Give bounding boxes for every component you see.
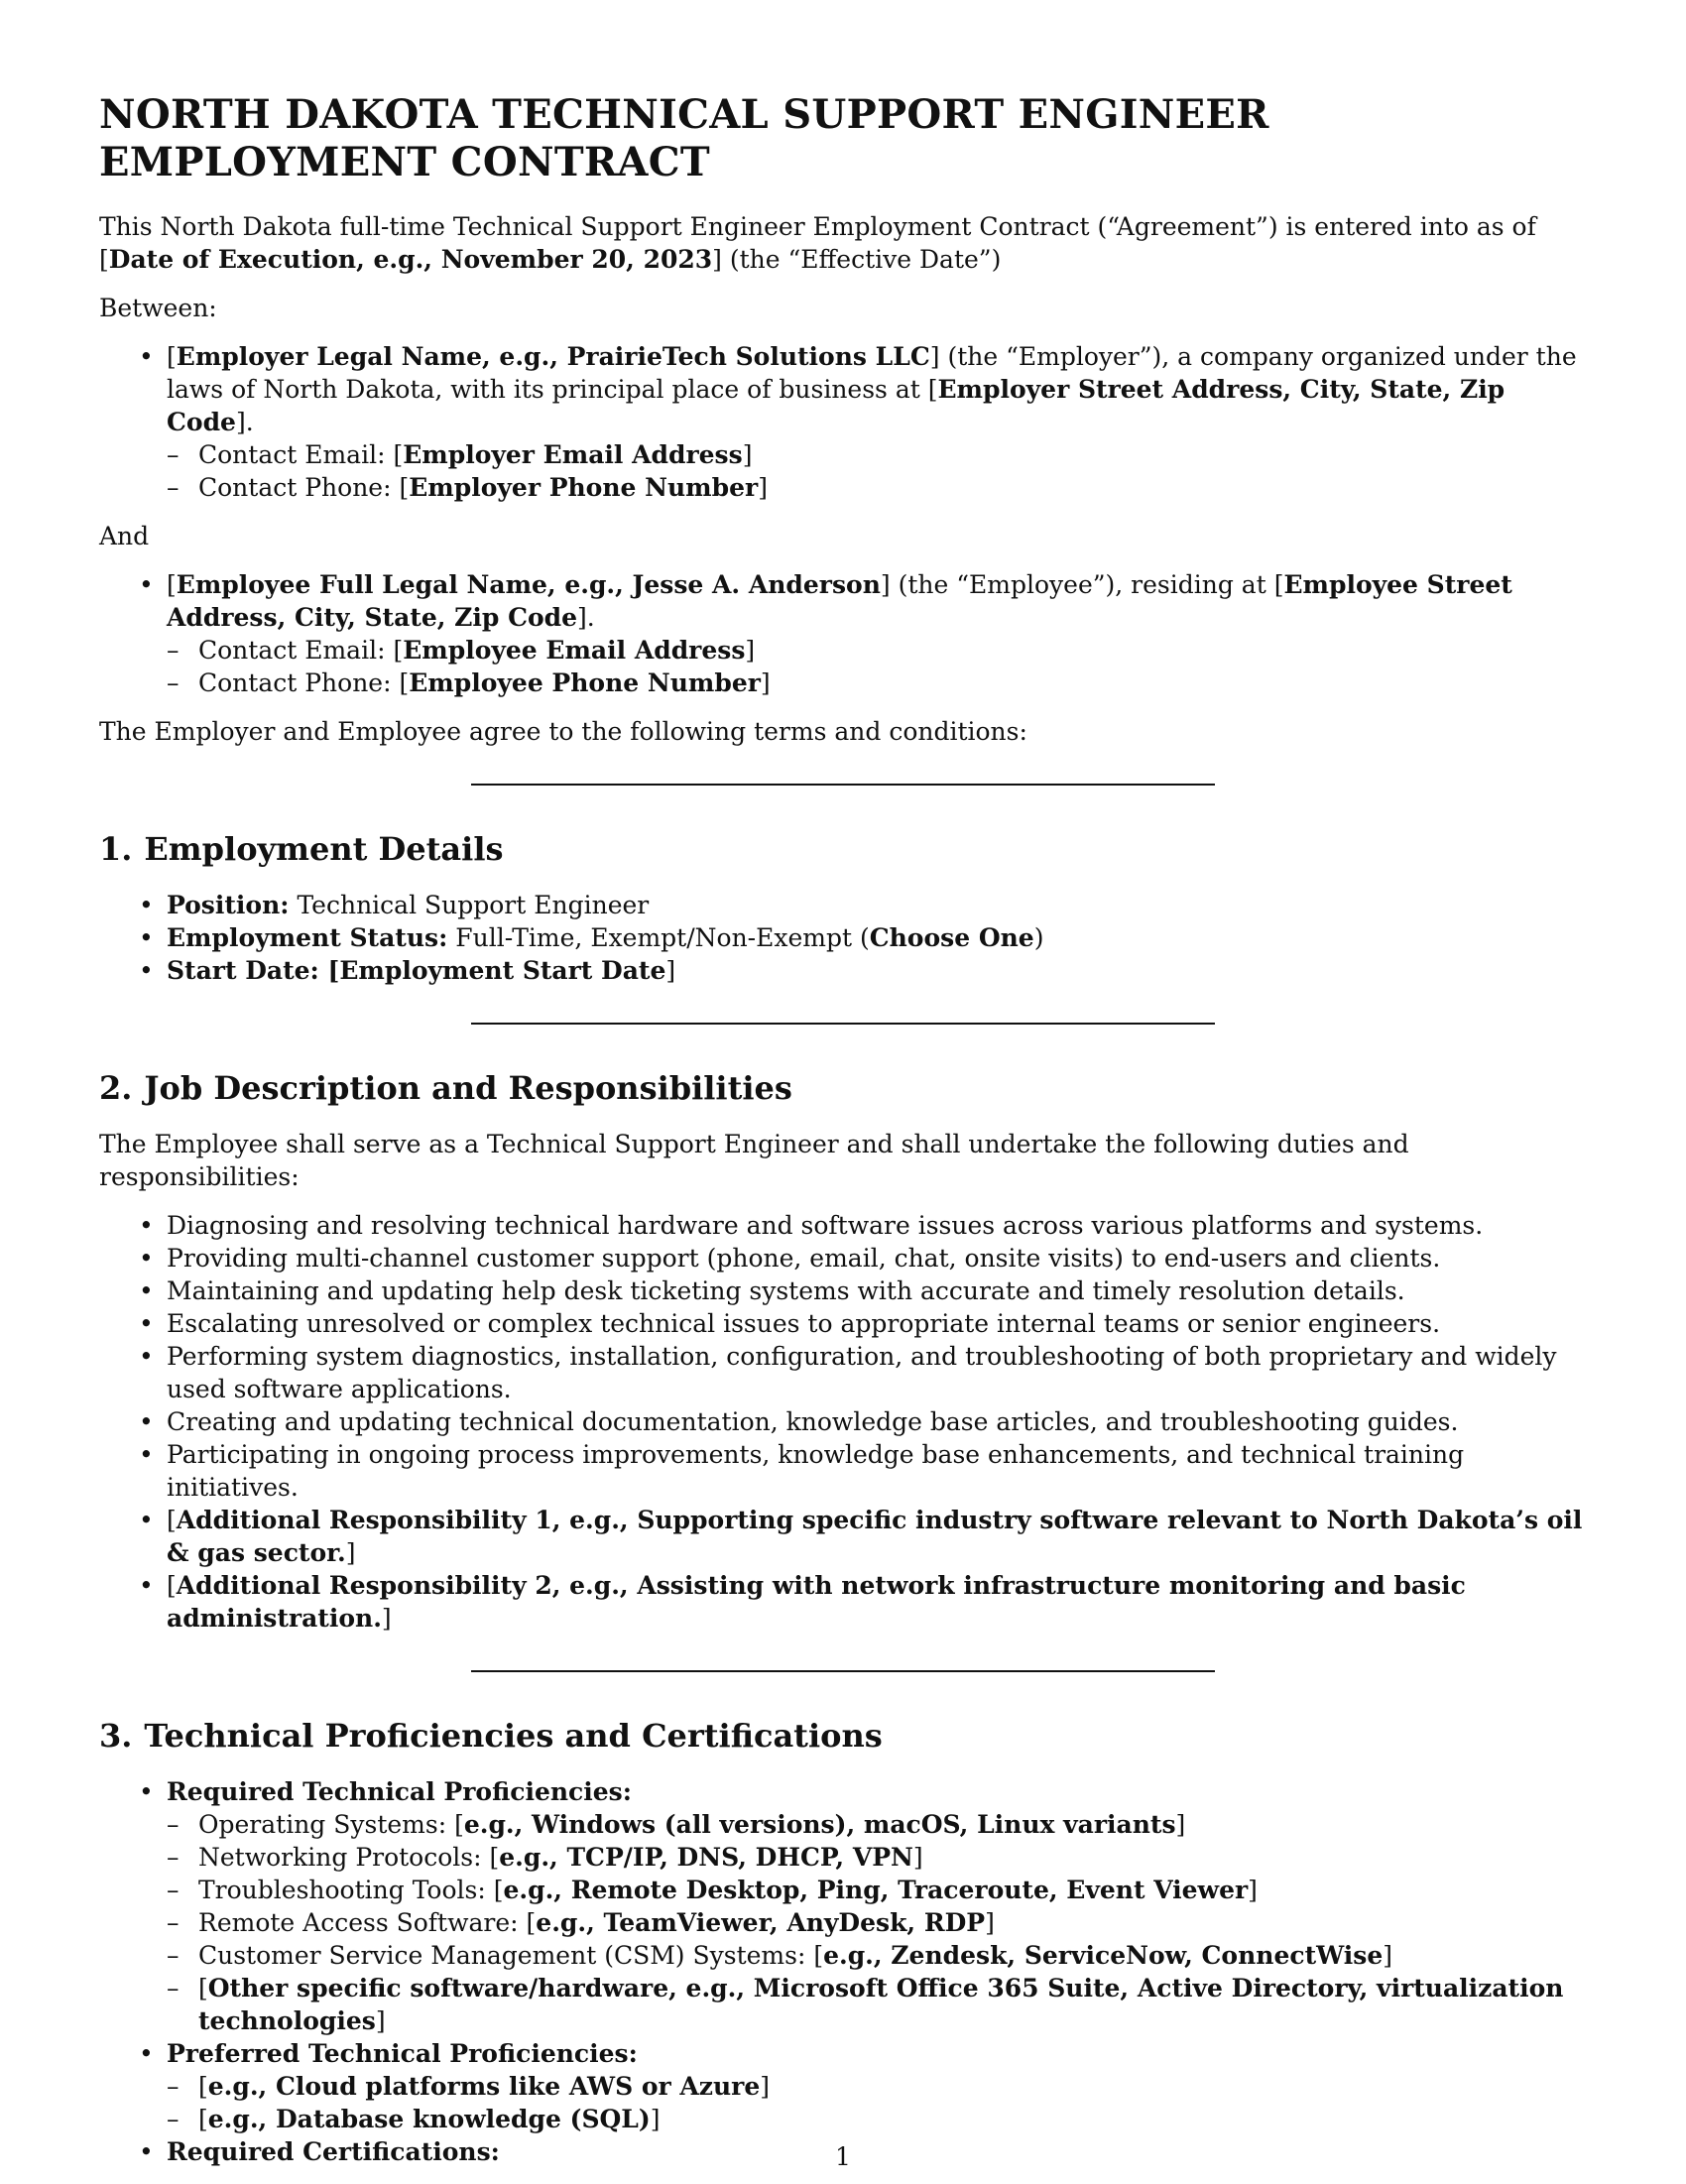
list-item: • Diagnosing and resolving technical hardware and software issues across various platforms and systems. [99,1209,1587,1242]
employee-phone-item: – Contact Phone: [Employee Phone Number] [167,667,1587,699]
section-title: Technical Proficiencies and Certifications [144,1717,883,1755]
list-item: – Troubleshooting Tools: [e.g., Remote Desktop, Ping, Traceroute, Event Viewer] [167,1874,1587,1906]
section-3-heading [99,1716,1587,1756]
start-date-label: Start Date: [167,956,319,985]
section-2-heading [99,1068,1587,1108]
list-item: • Maintaining and updating help desk ticketing systems with accurate and timely resolution details. [99,1274,1587,1307]
proficiency-label: Troubleshooting Tools: [198,1876,494,1904]
list-item: • Performing system diagnostics, installation, configuration, and troubleshooting of both proprietary and widely used software applications. [99,1340,1587,1405]
list-item: – Networking Protocols: [e.g., TCP/IP, DNS, DHCP, VPN] [167,1841,1587,1874]
position-item [99,889,1587,921]
employer-phone-label: Contact Phone: [198,473,400,502]
employee-name-placeholder: Employee Full Legal Name, e.g., Jesse A. Anderson [176,570,881,599]
employer-party [99,340,1587,504]
section-divider [471,1670,1215,1672]
and-label: And [99,522,150,550]
proficiency-label: Customer Service Management (CSM) Systems: [198,1941,814,1970]
effective-date-placeholder: Date of Execution, e.g., November 20, 2023 [108,245,713,274]
employee-phone-placeholder: Employee Phone Number [409,668,761,697]
list-item: – Remote Access Software: [e.g., TeamViewer, AnyDesk, RDP] [167,1906,1587,1939]
position-value: Technical Support Engineer [289,891,650,919]
intro-suffix: (the “Effective Date”) [721,245,1002,274]
list-item: – [e.g., Database knowledge (SQL)] [167,2103,1587,2135]
employee-email-label: Contact Email: [198,636,394,665]
employer-name-placeholder: Employer Legal Name, e.g., PrairieTech Solutions LLC [176,342,930,371]
proficiency-value: e.g., Windows (all versions), macOS, Linux variants [463,1810,1176,1839]
employment-details-list [99,889,1587,987]
proficiency-value: e.g., Remote Desktop, Ping, Traceroute, Event Viewer [503,1876,1249,1904]
list-item: • Creating and updating technical documentation, knowledge base articles, and troubleshooting guides. [99,1405,1587,1438]
section-number: 2. [99,1069,133,1107]
page-number: 1 [835,2142,851,2171]
required-proficiencies-label: Required Technical Proficiencies: [167,1777,632,1806]
required-proficiencies-item [99,1775,1587,2037]
employee-item: • [Employee Full Legal Name, e.g., Jesse A. Anderson] (the “Employee”), residing at [Employee Street Address, City, State, Zip Code]. – Contact Email: [Employee Email Address] – Contact Phone: [Employee Phone Number] [99,568,1587,699]
proficiencies-list [99,1775,1587,2168]
proficiency-other: Other specific software/hardware, e.g., Microsoft Office 365 Suite, Active Directory, virtualization technologies [198,1974,1564,2035]
required-proficiencies-sublist [167,1808,1587,2037]
list-item: • Escalating unresolved or complex technical issues to appropriate internal teams or senior engineers. [99,1307,1587,1340]
proficiency-value: e.g., Zendesk, ServiceNow, ConnectWise [823,1941,1384,1970]
between-label: Between: [99,294,217,322]
employer-phone-item: – Contact Phone: [Employer Phone Number] [167,471,1587,504]
employer-address-placeholder: Employer Street Address, City, State, Zip Code [167,375,1505,436]
employee-phone-label: Contact Phone: [198,668,400,697]
employee-email-placeholder: Employee Email Address [403,636,746,665]
intro-text: This North Dakota full-time Technical Support Engineer Employment Contract (“Agreement”) is entered into as of [99,212,1536,241]
agreement-statement: The Employer and Employee agree to the following terms and conditions: [99,717,1027,746]
status-item: • Employment Status: Full-Time, Exempt/Non-Exempt (Choose One) [99,921,1587,954]
employer-description: (the “Employer”), a company organized under the laws of North Dakota, with its principal place of business at [167,342,1577,404]
list-item: – Customer Service Management (CSM) Systems: [e.g., Zendesk, ServiceNow, ConnectWise] [167,1939,1587,1972]
additional-responsibility-1-text: Additional Responsibility 1, e.g., Supporting specific industry software relevant to North Dakota’s oil & gas sector. [167,1506,1583,1567]
employer-phone-placeholder: Employer Phone Number [409,473,759,502]
list-item: – Operating Systems: [e.g., Windows (all versions), macOS, Linux variants] [167,1808,1587,1841]
employer-item: • [Employer Legal Name, e.g., PrairieTech Solutions LLC] (the “Employer”), a company organized under the laws of North Dakota, with its principal place of business at [Employer Street Address, City, State, Zip Code]. – Contact Email: [Employer Email Address] – Contact Phone: [Employer Phone Number] [99,340,1587,504]
section-1-heading [99,829,1587,869]
preferred-proficiencies-item [99,2037,1587,2135]
employee-email-item: – Contact Email: [Employee Email Address] [167,634,1587,667]
responsibilities-intro: The Employee shall serve as a Technical Support Engineer and shall undertake the following duties and responsibilities: [99,1130,1409,1191]
section-divider [471,784,1215,786]
preferred-value: e.g., Cloud platforms like AWS or Azure [207,2072,761,2101]
section-title: Employment Details [144,830,504,868]
document-page [99,91,1587,2184]
proficiency-label: Remote Access Software: [198,1908,527,1937]
employee-description: (the “Employee”), residing at [890,570,1274,599]
proficiency-label: Operating Systems: [198,1810,455,1839]
list-item: – [Other specific software/hardware, e.g., Microsoft Office 365 Suite, Active Directory, virtualization technologies] [167,1972,1587,2037]
start-date-text: Start Date: [Employment Start Date [167,956,666,985]
status-label: Employment Status: [167,923,448,952]
start-date-item: • Start Date: [Employment Start Date] [99,954,1587,987]
employee-party [99,568,1587,699]
responsibilities-list [99,1209,1587,1635]
section-number: 1. [99,830,133,868]
required-certifications-label: Required Certifications: [167,2137,500,2166]
proficiency-label: Networking Protocols: [198,1843,490,1872]
additional-responsibility-2: • [Additional Responsibility 2, e.g., Assisting with network infrastructure monitoring and basic administration.] [99,1569,1587,1635]
start-date-placeholder: Employment Start Date [339,956,666,985]
preferred-proficiencies-sublist [167,2070,1587,2135]
section-divider [471,1023,1215,1025]
employer-email-item: – Contact Email: [Employer Email Address] [167,438,1587,471]
employee-contacts [167,634,1587,699]
list-item: • Participating in ongoing process improvements, knowledge base enhancements, and technical training initiatives. [99,1438,1587,1504]
section-number: 3. [99,1717,133,1755]
status-choose: Choose One [869,923,1034,952]
section-title: Job Description and Responsibilities [144,1069,792,1107]
employer-email-label: Contact Email: [198,440,394,469]
document-title: NORTH DAKOTA TECHNICAL SUPPORT ENGINEER EMPLOYMENT CONTRACT [99,91,1269,185]
proficiency-value: e.g., TCP/IP, DNS, DHCP, VPN [499,1843,913,1872]
position-label: Position: [167,891,290,919]
employer-contacts [167,438,1587,504]
employee-address-placeholder: Employee Street Address, City, State, Zip Code [167,570,1512,632]
intro-paragraph: This North Dakota full-time Technical Support Engineer Employment Contract (“Agreement”) is entered into as of [Date of Execution, e.g., November 20, 2023] (the “Effective Date”) [99,212,1536,274]
list-item: – [e.g., Cloud platforms like AWS or Azure] [167,2070,1587,2103]
additional-responsibility-1: • [Additional Responsibility 1, e.g., Supporting specific industry software relevant to North Dakota’s oil & gas sector.] [99,1504,1587,1569]
employer-email-placeholder: Employer Email Address [403,440,743,469]
preferred-value: e.g., Database knowledge (SQL) [207,2105,651,2133]
status-value: Full-Time, Exempt/Non-Exempt ( [447,923,870,952]
proficiency-value: e.g., TeamViewer, AnyDesk, RDP [536,1908,986,1937]
list-item: • Providing multi-channel customer support (phone, email, chat, onsite visits) to end-users and clients. [99,1242,1587,1274]
preferred-proficiencies-label: Preferred Technical Proficiencies: [167,2039,638,2068]
additional-responsibility-2-text: Additional Responsibility 2, e.g., Assisting with network infrastructure monitoring and basic administration. [167,1571,1466,1633]
